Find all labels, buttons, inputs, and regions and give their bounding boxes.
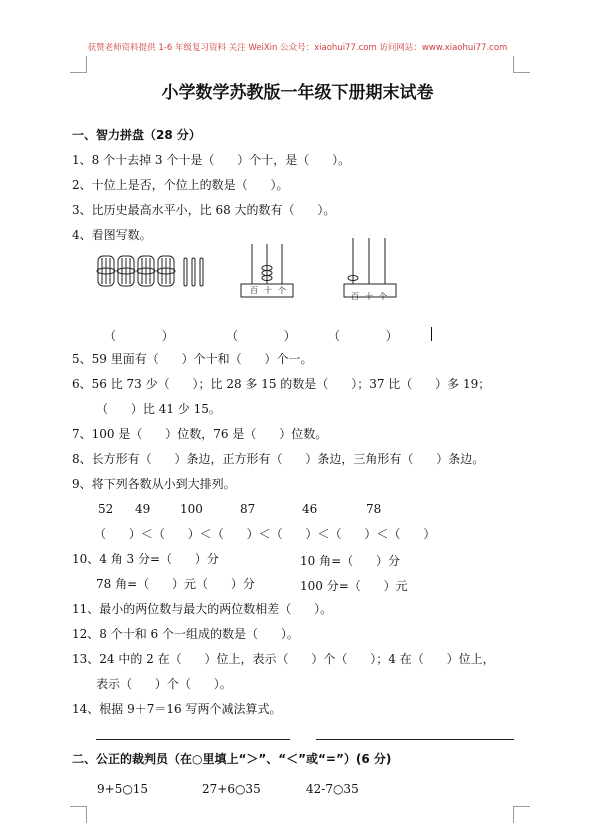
question-1: 1、8 个十去掉 3 个十是（ ）个十，是（ ）。: [72, 153, 351, 167]
q9-number: 52: [98, 502, 114, 516]
question-13-line-2: 表示（ ）个（ ）。: [96, 677, 232, 691]
question-2: 2、十位上是否，个位上的数是（ ）。: [72, 178, 289, 192]
abacus-2-label-ones: 个: [379, 292, 387, 301]
section-1-heading: 一、智力拼盘（28 分）: [72, 128, 201, 142]
margin-corner-mark: [513, 56, 530, 73]
answer-line-2[interactable]: [316, 739, 514, 740]
question-6-line-2: （ ）比 41 少 15。: [96, 402, 221, 416]
margin-corner-mark: [70, 56, 87, 73]
q9-order-blanks[interactable]: （ ）＜（ ）＜（ ）＜（ ）＜（ ）＜（ ）: [94, 527, 436, 541]
compare-item[interactable]: 42-7○35: [306, 782, 359, 796]
question-10c: 78 角=（ ）元（ ）分: [96, 577, 255, 591]
question-8: 8、长方形有（ ）条边，正方形有（ ）条边，三角形有（ ）条边。: [72, 452, 485, 466]
abacus-2-label-tens: 十: [365, 292, 373, 301]
question-13-line-1: 13、24 中的 2 在（ ）位上，表示（ ）个（ ）；4 在（ ）位上，: [72, 652, 495, 666]
question-5: 5、59 里面有（ ）个十和（ ）个一。: [72, 352, 313, 366]
answer-line-1[interactable]: [96, 739, 290, 740]
abacus-1-label-hundreds: 百: [250, 286, 258, 295]
question-9: 9、将下列各数从小到大排列。: [72, 477, 236, 491]
abacus-1-label-tens: 十: [264, 286, 272, 295]
q4-answer-blank-1[interactable]: （ ）: [104, 329, 174, 343]
q4-answer-blank-3[interactable]: （ ）: [328, 329, 398, 343]
question-10a: 10、4 角 3 分=（ ）分: [72, 552, 219, 566]
question-10d: 100 分=（ ）元: [300, 579, 408, 593]
text-cursor: [431, 327, 432, 341]
abacus-2-label-hundreds: 百: [351, 292, 359, 301]
margin-corner-mark: [70, 806, 87, 823]
question-3: 3、比历史最高水平小，比 68 大的数有（ ）。: [72, 203, 336, 217]
q9-number: 100: [180, 502, 203, 516]
q9-number: 46: [302, 502, 318, 516]
question-11: 11、最小的两位数与最大的两位数相差（ ）。: [72, 602, 333, 616]
section-2-heading: 二、公正的裁判员（在○里填上“＞”、“＜”或“=”）(6 分): [72, 752, 392, 766]
margin-corner-mark: [513, 806, 530, 823]
question-12: 12、8 个十和 6 个一组成的数是（ ）。: [72, 627, 299, 641]
q9-number: 49: [135, 502, 151, 516]
question-6-line-1: 6、56 比 73 少（ ）；比 28 多 15 的数是（ ）；37 比（ ）多 19；: [72, 377, 491, 391]
q9-number: 87: [240, 502, 256, 516]
stick-bundles-figure: [96, 252, 216, 290]
abacus-1-label-ones: 个: [278, 286, 286, 295]
compare-item[interactable]: 9+5○15: [97, 782, 149, 796]
question-4: 4、看图写数。: [72, 228, 152, 242]
question-7: 7、100 是（ ）位数，76 是（ ）位数。: [72, 427, 328, 441]
header-note: 获赞老师资料提供 1-6 年级复习资料 关注 WeiXin 公众号：xiaohui77.com 访问网站：www.xiaohui77.com: [87, 43, 508, 53]
question-14: 14、根据 9＋7＝16 写两个减法算式。: [72, 702, 282, 716]
page-title: 小学数学苏教版一年级下册期末试卷: [161, 83, 434, 103]
question-10b: 10 角=（ ）分: [300, 554, 401, 568]
q4-answer-blank-2[interactable]: （ ）: [226, 329, 296, 343]
compare-item[interactable]: 27+6○35: [202, 782, 261, 796]
q9-number: 78: [366, 502, 382, 516]
